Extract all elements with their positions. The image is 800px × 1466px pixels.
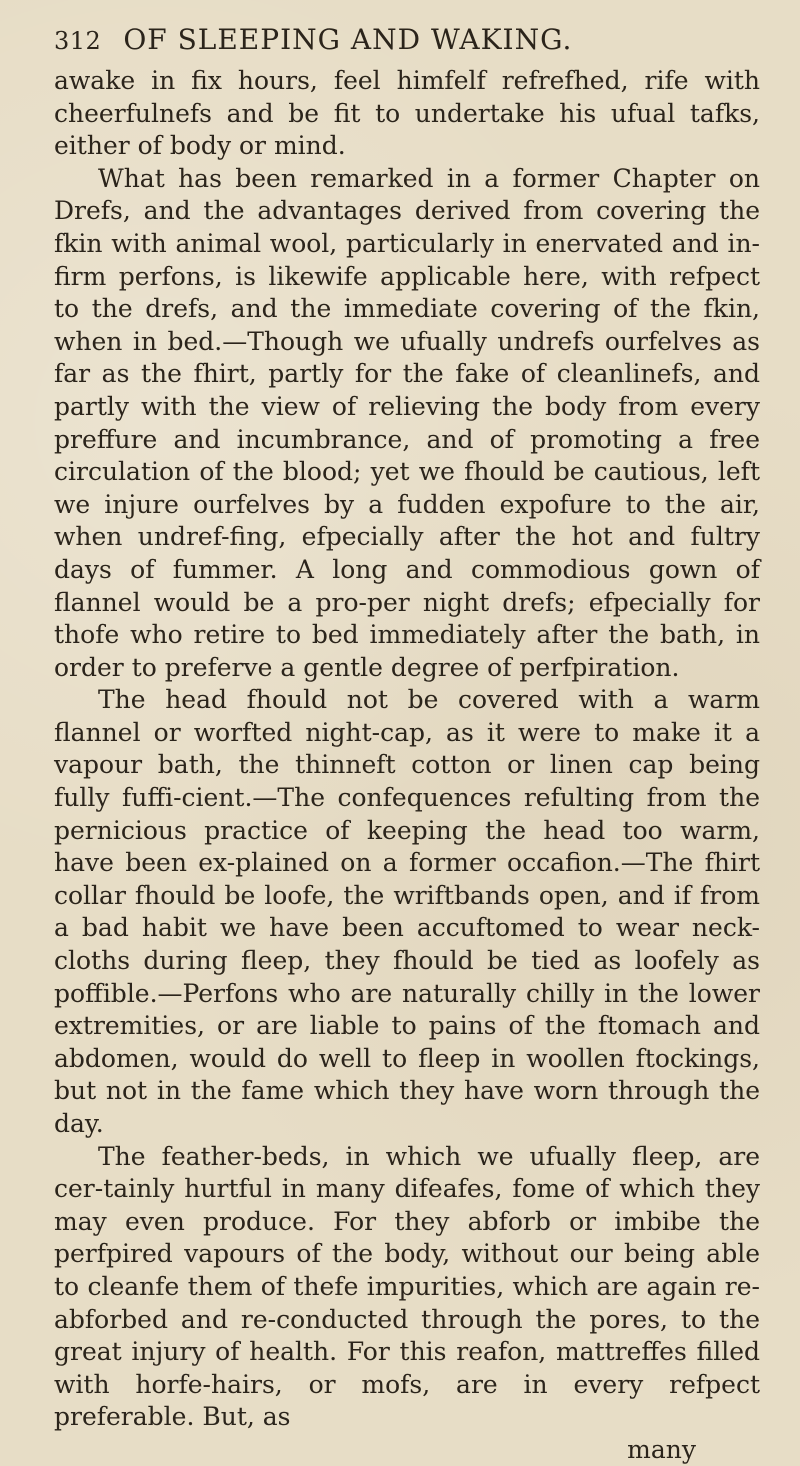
paragraph-feather-beds: The feather-beds, in which we ufually fleep, are cer-tainly hurtful in many difeafes, fome of which they may even produce. For they abforb or imbibe the perfpired vapours of the body, without our being able to cleanfe them of thefe impurities, which are again re-abforbed and re-conducted through the pores, to the great injury of health. For this reafon, mattreffes filled with horfe-hairs, or mofs, are in every refpect preferable. But, as xyxy=(54,1141,760,1432)
paragraph-dress: What has been remarked in a former Chapter on Drefs, and the advantages derived from covering the fkin with animal wool, particularly in enervated and in-firm perfons, is likewife applicable here, with refpect to the drefs, and the immediate covering of the fkin, when in bed.—Though we ufually undrefs ourfelves as far as the fhirt, partly for the fake of cleanlinefs, and partly with the view of relieving the body from every preffure and incumbrance, and of promoting a free circulation of the blood; yet we fhould be cautious, left we injure ourfelves by a fudden expofure to the air, when undref-fing, efpecially after the hot and fultry days of fummer. A long and commodious gown of flannel would be a pro-per night drefs; efpecially for thofe who retire to bed immediately after the bath, in order to preferve a gentle degree of perfpiration. xyxy=(54,163,760,682)
running-title: OF SLEEPING AND WAKING. xyxy=(123,23,573,56)
running-head xyxy=(54,22,760,59)
page-number: 312 xyxy=(54,27,102,55)
paragraph-continuation: awake in fix hours, feel himfelf refrefhed, rife with cheerfulnefs and be fit to undertake his ufual tafks, either of body or mind. xyxy=(54,66,760,161)
body-text xyxy=(54,65,760,1434)
catchword: many xyxy=(627,1434,696,1464)
paragraph-night-cap: The head fhould not be covered with a warm flannel or worfted night-cap, as it were to make it a vapour bath, the thinneft cotton or linen cap being fully fuffi-cient.—The confequences refulting from the pernicious practice of keeping the head too warm, have been ex-plained on a former occafion.—The fhirt collar fhould be loofe, the wriftbands open, and if from a bad habit we have been accuftomed to wear neck-cloths during fleep, they fhould be tied as loofely as poffible.—Perfons who are naturally chilly in the lower extremities, or are liable to pains of the ftomach and abdomen, would do well to fleep in woollen ftockings, but not in the fame which they have worn through the day. xyxy=(54,685,760,1138)
